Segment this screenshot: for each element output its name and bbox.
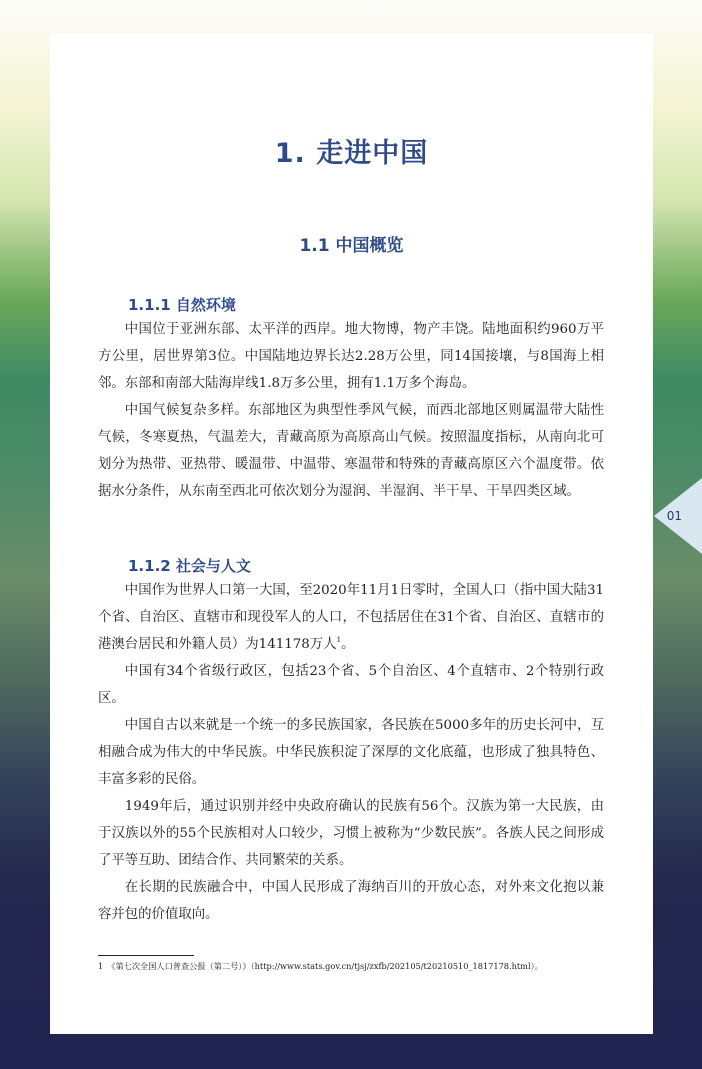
page-number: 01 <box>666 509 682 523</box>
paragraph: 中国气候复杂多样。东部地区为典型性季风气候，而西北部地区则属温带大陆性气候，冬寒夏热，气温差大，青藏高原为高原高山气候。按照温度指标，从南向北可划分为热带、亚热带、暖温带、中温带、寒温带和特殊的青藏高原区六个温度带。依据水分条件，从东南至西北可依次划分为湿润、半湿润、半干旱、干旱四类区域。 <box>98 403 604 499</box>
paragraph: 1949年后，通过识别并经中央政府确认的民族有56个。汉族为第一大民族，由于汉族以外的55个民族相对人口较少，习惯上被称为“少数民族”。各族人民之间形成了平等互助、团结合作、共同繁荣的关系。 <box>98 799 604 868</box>
footnote: 1 《第七次全国人口普查公报（第二号）》（http://www.stats.gov.cn/tjsj/zxfb/202105/t20210510_1817178.html）。 <box>98 961 543 971</box>
paragraph: 中国自古以来就是一个统一的多民族国家，各民族在5000多年的历史长河中，互相融合成为伟大的中华民族。中华民族积淀了深厚的文化底蕴，也形成了独具特色、丰富多彩的民俗。 <box>98 718 604 787</box>
document-page <box>50 34 653 1034</box>
subsection-heading-natural: 1.1.1 自然环境 <box>128 296 236 314</box>
paragraph-end: 。 <box>341 637 355 652</box>
footnote-reference[interactable]: 1 <box>336 636 342 644</box>
paragraph-text: 中国作为世界人口第一大国，至2020年11月1日零时，全国人口（指中国大陆31个省、自治区、直辖市和现役军人的人口，不包括居住在31个省、自治区、直辖市的港澳台居民和外籍人员）为141178万人 <box>98 583 604 652</box>
paragraph: 中国有34个省级行政区，包括23个省、5个自治区、4个直辖市、2个特别行政区。 <box>98 664 604 706</box>
footnote-divider <box>98 955 194 956</box>
subsection-heading-society: 1.1.2 社会与人文 <box>128 557 251 575</box>
paragraph-population <box>98 577 604 658</box>
paragraph: 在长期的民族融合中，中国人民形成了海纳百川的开放心态，对外来文化抱以兼容并包的价值取向。 <box>98 880 604 922</box>
paragraph: 中国位于亚洲东部、太平洋的西岸。地大物博，物产丰饶。陆地面积约960万平方公里，居世界第3位。中国陆地边界长达2.28万公里，同14国接壤，与8国海上相邻。东部和南部大陆海岸线1.8万多公里，拥有1.1万多个海岛。 <box>98 322 604 391</box>
section-title: 1.1 中国概览 <box>299 236 404 256</box>
chapter-title: 1. 走进中国 <box>274 138 429 169</box>
